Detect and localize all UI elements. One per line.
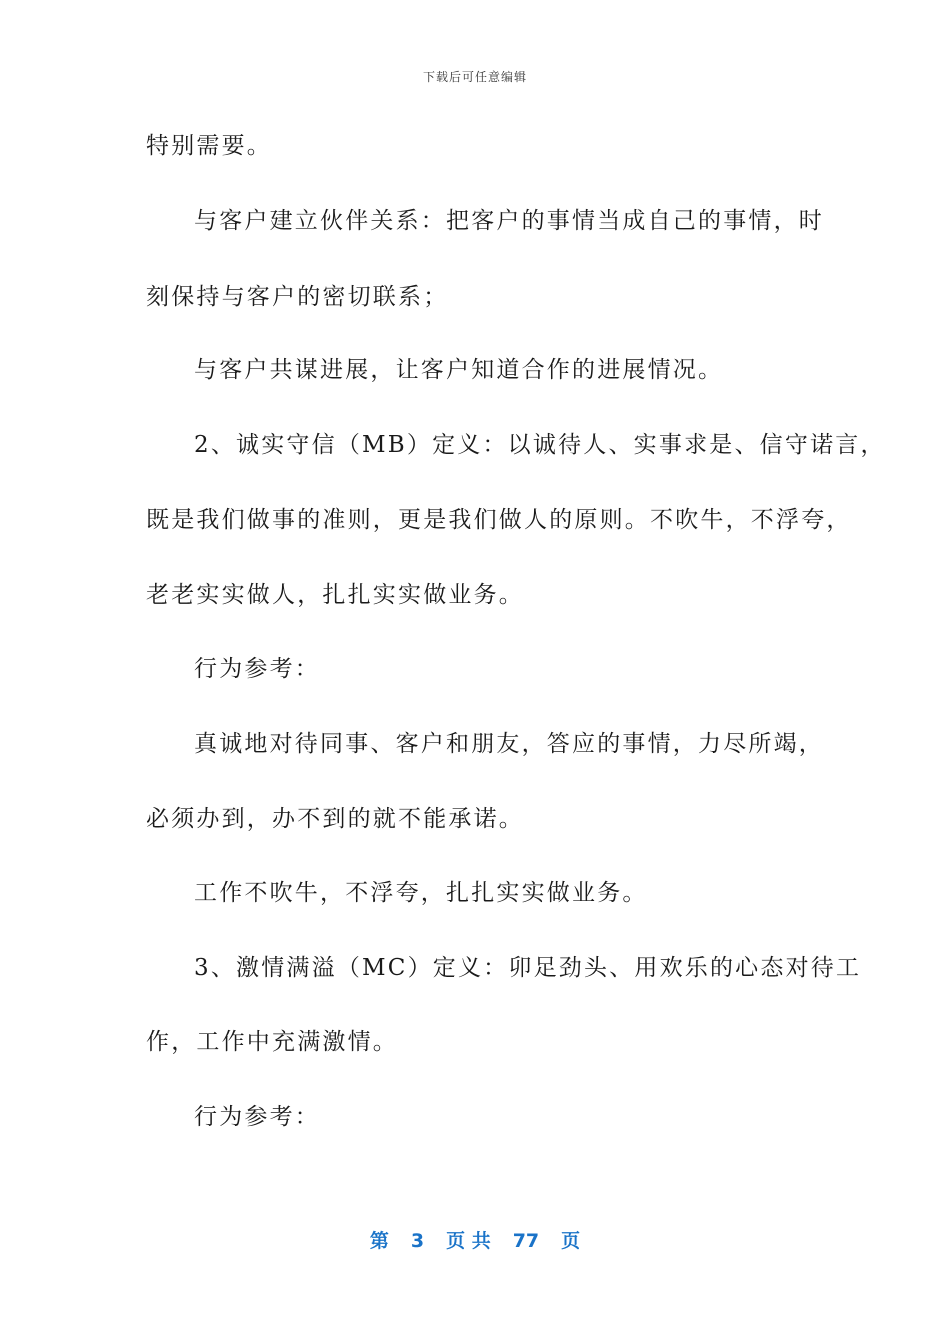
page-footer bbox=[0, 1226, 950, 1253]
text-line: 行为参考： bbox=[194, 656, 320, 682]
text-line: 作，工作中充满激情。 bbox=[146, 1029, 398, 1055]
footer-current-page: 3 bbox=[410, 1230, 425, 1252]
text-line: 2、诚实守信（MB）定义：以诚待人、实事求是、信守诺言， bbox=[194, 432, 886, 458]
text-line: 老老实实做人，扎扎实实做业务。 bbox=[146, 582, 524, 608]
text-line: 必须办到，办不到的就不能承诺。 bbox=[146, 806, 524, 832]
text-line: 工作不吹牛，不浮夸，扎扎实实做业务。 bbox=[194, 880, 648, 906]
footer-middle: 页 共 bbox=[446, 1230, 491, 1252]
text-line: 3、激情满溢（MC）定义：卯足劲头、用欢乐的心态对待工 bbox=[194, 955, 862, 981]
text-line: 与客户建立伙伴关系：把客户的事情当成自己的事情，时 bbox=[194, 208, 824, 234]
header-note: 下载后可任意编辑 bbox=[422, 70, 527, 84]
footer-prefix: 第 bbox=[369, 1230, 389, 1252]
text-line: 特别需要。 bbox=[146, 133, 272, 159]
text-line: 与客户共谋进展，让客户知道合作的进展情况。 bbox=[194, 357, 724, 383]
text-line: 行为参考： bbox=[194, 1104, 320, 1130]
text-line: 真诚地对待同事、客户和朋友，答应的事情，力尽所竭， bbox=[194, 731, 824, 757]
footer-suffix: 页 bbox=[561, 1230, 581, 1252]
footer-total-pages: 77 bbox=[512, 1230, 540, 1252]
text-line: 既是我们做事的准则，更是我们做人的原则。不吹牛，不浮夸， bbox=[146, 507, 852, 533]
text-line: 刻保持与客户的密切联系； bbox=[146, 284, 449, 310]
